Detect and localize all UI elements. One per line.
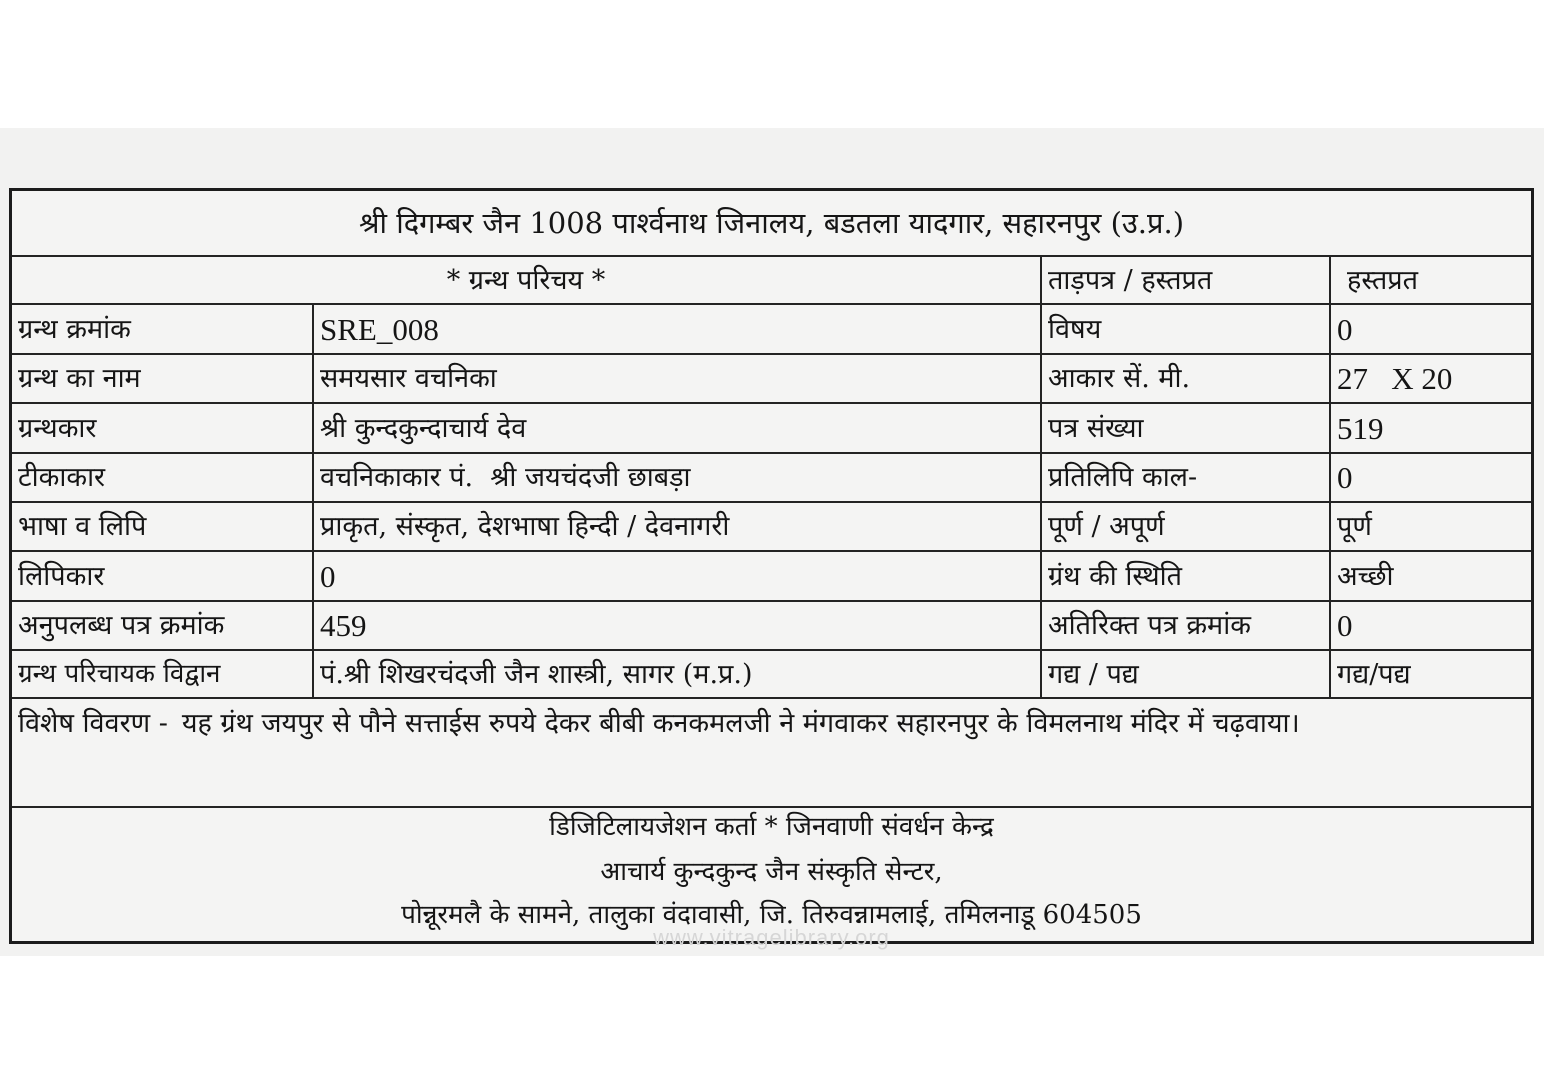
rule-row-2 bbox=[12, 402, 1531, 404]
label-aakar: आकार सें. मी. bbox=[1048, 363, 1191, 394]
value-granth-kramank: SRE_008 bbox=[320, 311, 439, 347]
label-granthkar: ग्रन्थकार bbox=[18, 412, 97, 444]
type-label: ताड़पत्र / हस्तप्रत bbox=[1048, 264, 1213, 296]
label-gadya-padya: गद्य / पद्य bbox=[1048, 658, 1139, 690]
value-aakar: 27 X 20 bbox=[1337, 361, 1453, 396]
label-purna-apurna: पूर्ण / अपूर्ण bbox=[1048, 511, 1165, 542]
label-pratilipi-kaal: प्रतिलिपि काल- bbox=[1048, 462, 1198, 493]
label-atirikt-patra: अतिरिक्त पत्र क्रमांक bbox=[1048, 610, 1251, 641]
label-bhasha-lipi: भाषा व लिपि bbox=[18, 511, 147, 542]
remarks-label: विशेष विवरण - bbox=[18, 708, 168, 739]
remarks-block bbox=[18, 699, 1513, 749]
rule-row-3 bbox=[12, 452, 1531, 454]
manuscript-info-card bbox=[9, 188, 1534, 950]
label-anupalabdh-patra: अनुपलब्ध पत्र क्रमांक bbox=[18, 610, 225, 641]
value-granth-naam: समयसार वचनिका bbox=[320, 363, 497, 394]
value-teekakar: वचनिकाकार पं. श्री जयचंदजी छाबड़ा bbox=[320, 462, 691, 493]
label-parichayak-vidvan: ग्रन्थ परिचायक विद्वान bbox=[18, 659, 221, 689]
value-bhasha-lipi: प्राकृत, संस्कृत, देशभाषा हिन्दी / देवनागरी bbox=[320, 511, 730, 542]
rule-after-remarks bbox=[12, 806, 1531, 808]
label-patra-sankhya: पत्र संख्या bbox=[1048, 412, 1144, 444]
label-granth-kramank: ग्रन्थ क्रमांक bbox=[18, 313, 131, 345]
value-granth-sthiti: अच्छी bbox=[1337, 560, 1394, 592]
label-teekakar: टीकाकार bbox=[18, 462, 106, 493]
watermark-text: www.vitragelibrary.org bbox=[653, 925, 890, 950]
rule-after-subheader bbox=[12, 303, 1531, 305]
value-pratilipi-kaal: 0 bbox=[1337, 460, 1353, 495]
rule-col-value bbox=[312, 303, 314, 699]
label-lipikar: लिपिकार bbox=[18, 560, 105, 592]
footer-center-name: आचार्य कुन्दकुन्द जैन संस्कृति सेन्टर, bbox=[600, 857, 943, 887]
rule-col-value2 bbox=[1329, 255, 1331, 699]
rule-row-4 bbox=[12, 501, 1531, 503]
footer-address: पोन्नूरमलै के सामने, तालुका वंदावासी, जि. तिरुवन्नामलाई, तमिलनाडू 604505 bbox=[401, 900, 1142, 930]
value-parichayak-vidvan: पं.श्री शिखरचंदजी जैन शास्त्री, सागर (म.प्र.) bbox=[320, 658, 753, 690]
remarks-text: यह ग्रंथ जयपुर से पौने सत्ताईस रुपये देकर बीबी कनकमलजी ने मंगवाकर सहारनपुर के विमलनाथ मंदिर में चढ़वाया। bbox=[181, 708, 1300, 739]
section-heading-intro: * ग्रन्थ परिचय * bbox=[446, 264, 606, 296]
value-gadya-padya: गद्य/पद्य bbox=[1337, 658, 1411, 690]
footer-digitization: डिजिटिलायजेशन कर्ता * जिनवाणी संवर्धन केन्द्र bbox=[549, 812, 994, 842]
value-lipikar: 0 bbox=[320, 558, 336, 594]
rule-row-1 bbox=[12, 353, 1531, 355]
value-atirikt-patra: 0 bbox=[1337, 608, 1353, 643]
value-patra-sankhya: 519 bbox=[1337, 410, 1384, 446]
rule-row-7 bbox=[12, 649, 1531, 651]
type-value: हस्तप्रत bbox=[1347, 264, 1418, 296]
value-anupalabdh-patra: 459 bbox=[320, 608, 367, 643]
label-granth-naam: ग्रन्थ का नाम bbox=[18, 363, 141, 394]
value-purna-apurna: पूर्ण bbox=[1337, 511, 1372, 542]
label-vishay: विषय bbox=[1048, 313, 1102, 345]
value-granthkar: श्री कुन्दकुन्दाचार्य देव bbox=[320, 412, 527, 444]
value-vishay: 0 bbox=[1337, 311, 1353, 347]
rule-col-label2 bbox=[1040, 255, 1042, 699]
page-title: श्री दिगम्बर जैन 1008 पार्श्वनाथ जिनालय, बडतला यादगार, सहारनपुर (उ.प्र.) bbox=[358, 205, 1185, 240]
rule-row-5 bbox=[12, 550, 1531, 552]
rule-row-6 bbox=[12, 600, 1531, 602]
label-granth-sthiti: ग्रंथ की स्थिति bbox=[1048, 560, 1182, 592]
